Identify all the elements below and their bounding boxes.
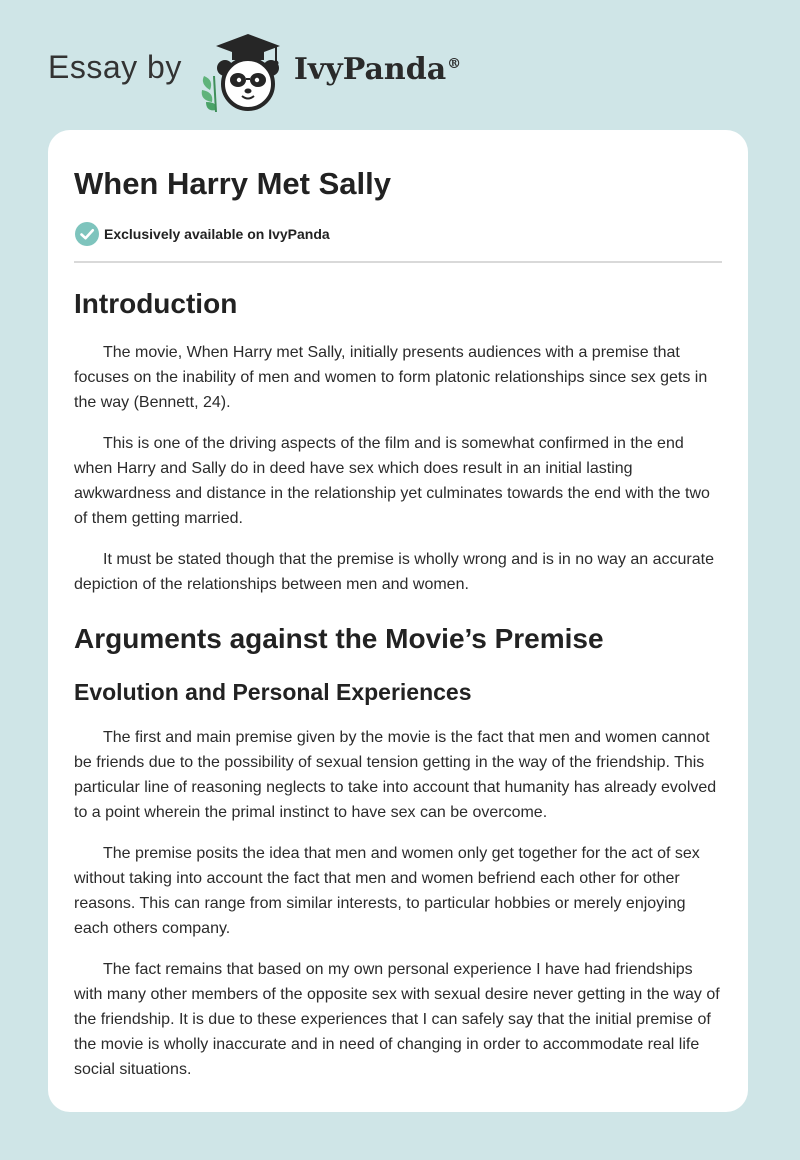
paragraph: It must be stated though that the premise is wholly wrong and is in no way an accurate depiction of the relationships between men and women. [74, 551, 714, 593]
ivypanda-logo-link[interactable] [196, 32, 461, 114]
essay-card [48, 130, 748, 1112]
brand-name: IvyPanda® [293, 51, 462, 87]
availability-text: Exclusively available on IvyPanda [104, 226, 330, 242]
check-circle-icon [74, 221, 100, 247]
paragraph: The movie, When Harry met Sally, initially presents audiences with a premise that focuses on the inability of men and women to form platonic relationships since sex gets in the way (Bennett, 24). [74, 344, 708, 411]
site-header [48, 30, 461, 116]
subsection-heading-evolution: Evolution and Personal Experiences [74, 679, 472, 705]
essay-by-label: Essay by [48, 48, 182, 85]
section-heading-arguments: Arguments against the Movie’s Premise [74, 623, 604, 654]
paragraph: The premise posits the idea that men and women only get together for the act of sex without taking into account the fact that men and women befriend each other for other reasons. This can range from similar interests, to particular hobbies or merely enjoying each others company. [74, 845, 700, 937]
section-heading-introduction: Introduction [74, 288, 238, 319]
availability-badge [74, 221, 722, 247]
paragraph: The first and main premise given by the movie is the fact that men and women cannot be friends due to the possibility of sexual tension getting in the way of the friendship. This particular line of reasoning neglects to take into account that humanity has already evolved to a point wherein the primal instinct to have sex can be overcome. [74, 729, 717, 821]
paragraph: The fact remains that based on my own personal experience I have had friendships with many other members of the opposite sex with sexual desire never getting in the way of the friendship. It is due to these experiences that I can safely say that the initial premise of the movie is wholly inaccurate and in need of changing in order to accommodate real life social situations. [74, 961, 720, 1078]
title-divider [74, 261, 722, 263]
essay-title: When Harry Met Sally [74, 166, 391, 201]
panda-graduate-icon [196, 32, 288, 114]
paragraph: This is one of the driving aspects of the film and is somewhat confirmed in the end when Harry and Sally do in deed have sex which does result in an initial lasting awkwardness and distance in the relationship yet culminates towards the end with the two of them getting married. [74, 435, 710, 527]
